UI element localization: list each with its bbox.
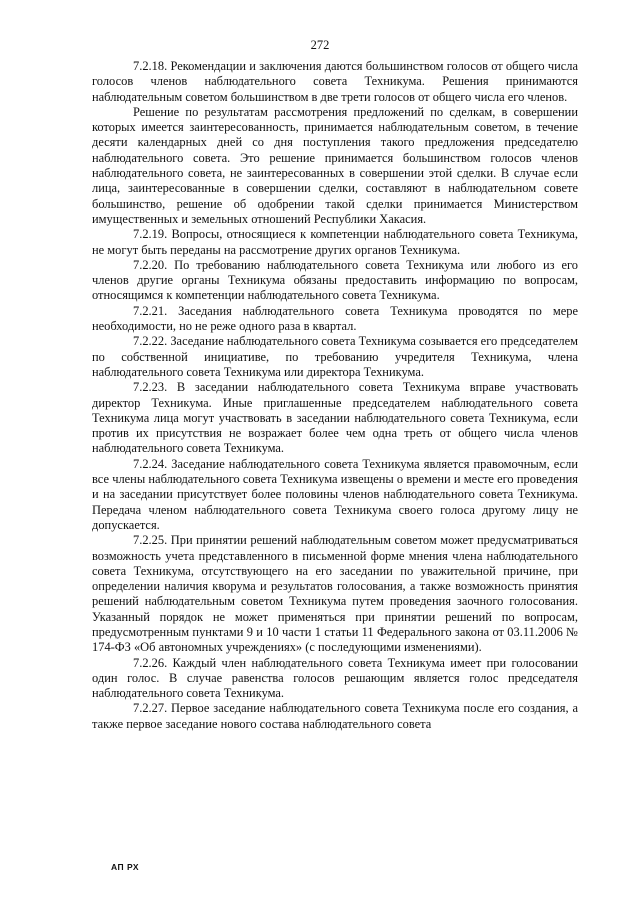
paragraph-interested-party-deals: Решение по результатам рассмотрения предложений по сделкам, в совершении которых имеется заинтересованность, принимается наблюдательным советом, в течение десяти календарных дней со дня поступления такого предложения председателю наблюдательного совета. Это решение принимается большинством голосов членов наблюдательного совета, не заинтересованных в совершении этой сделки. В случае если лица, заинтересованные в совершении сделки, составляют в наблюдательном совете большинство, решение об одобрении такой сделки принимается Министерством имущественных и земельных отношений Республики Хакасия. [92,104,578,226]
document-body [92,59,578,732]
paragraph-7-2-23: 7.2.23. В заседании наблюдательного совета Техникума вправе участвовать директор Техникума. Иные приглашенные председателем наблюдательного совета Техникума лица могут участвовать в заседании наблюдательного совета Техникума, если против их присутствия не возражает более чем одна треть от общего числа членов наблюдательного совета Техникума. [92,380,578,456]
paragraph-7-2-19: 7.2.19. Вопросы, относящиеся к компетенции наблюдательного совета Техникума, не могут быть переданы на рассмотрение других органов Техникума. [92,227,578,257]
paragraph-7-2-18: 7.2.18. Рекомендации и заключения даются большинством голосов от общего числа голосов членов наблюдательного совета Техникума. Решения принимаются наблюдательным советом большинством в две трети голосов от общего числа его членов. [92,59,578,104]
page-number: 272 [310,38,330,52]
paragraph-7-2-20: 7.2.20. По требованию наблюдательного совета Техникума или любого из его членов другие органы Техникума обязаны предоставить информацию по вопросам, относящимся к компетенции наблюдательного совета Техникума. [92,257,578,303]
footer-stamp-mark: АП РХ [111,862,140,872]
paragraph-7-2-21: 7.2.21. Заседания наблюдательного совета Техникума проводятся по мере необходимости, но не реже одного раза в квартал. [92,303,578,334]
paragraph-7-2-24: 7.2.24. Заседание наблюдательного совета Техникума является правомочным, если все члены наблюдательного совета Техникума извещены о времени и месте его проведения и на заседании присутствует более половины членов наблюдательного совета Техникума. Передача членом наблюдательного совета Техникума своего голоса другому лицу не допускается. [92,456,578,532]
paragraph-7-2-27: 7.2.27. Первое заседание наблюдательного совета Техникума после его создания, а также первое заседание нового состава наблюдательного совета [92,701,578,731]
paragraph-7-2-22: 7.2.22. Заседание наблюдательного совета Техникума созывается его председателем по собственной инициативе, по требованию учредителя Техникума, члена наблюдательного совета Техникума или директора Техникума. [92,334,578,379]
paragraph-7-2-26: 7.2.26. Каждый член наблюдательного совета Техникума имеет при голосовании один голос. В случае равенства голосов решающим является голос председателя наблюдательного совета Техникума. [92,655,578,701]
paragraph-7-2-25: 7.2.25. При принятии решений наблюдательным советом может предусматриваться возможность учета представленного в письменной форме мнения члена наблюдательного совета Техникума, отсутствующего на его заседании по уважительной причине, при определении наличия кворума и результатов голосования, а также возможность принятия решений наблюдательным советом Техникума путем проведения заочного голосования. Указанный порядок не может применяться при принятии решений по вопросам, предусмотренным пунктами 9 и 10 части 1 статьи 11 Федерального закона от 03.11.2006 № 174-ФЗ «Об автономных учреждениях» (с последующими изменениями). [92,533,578,655]
